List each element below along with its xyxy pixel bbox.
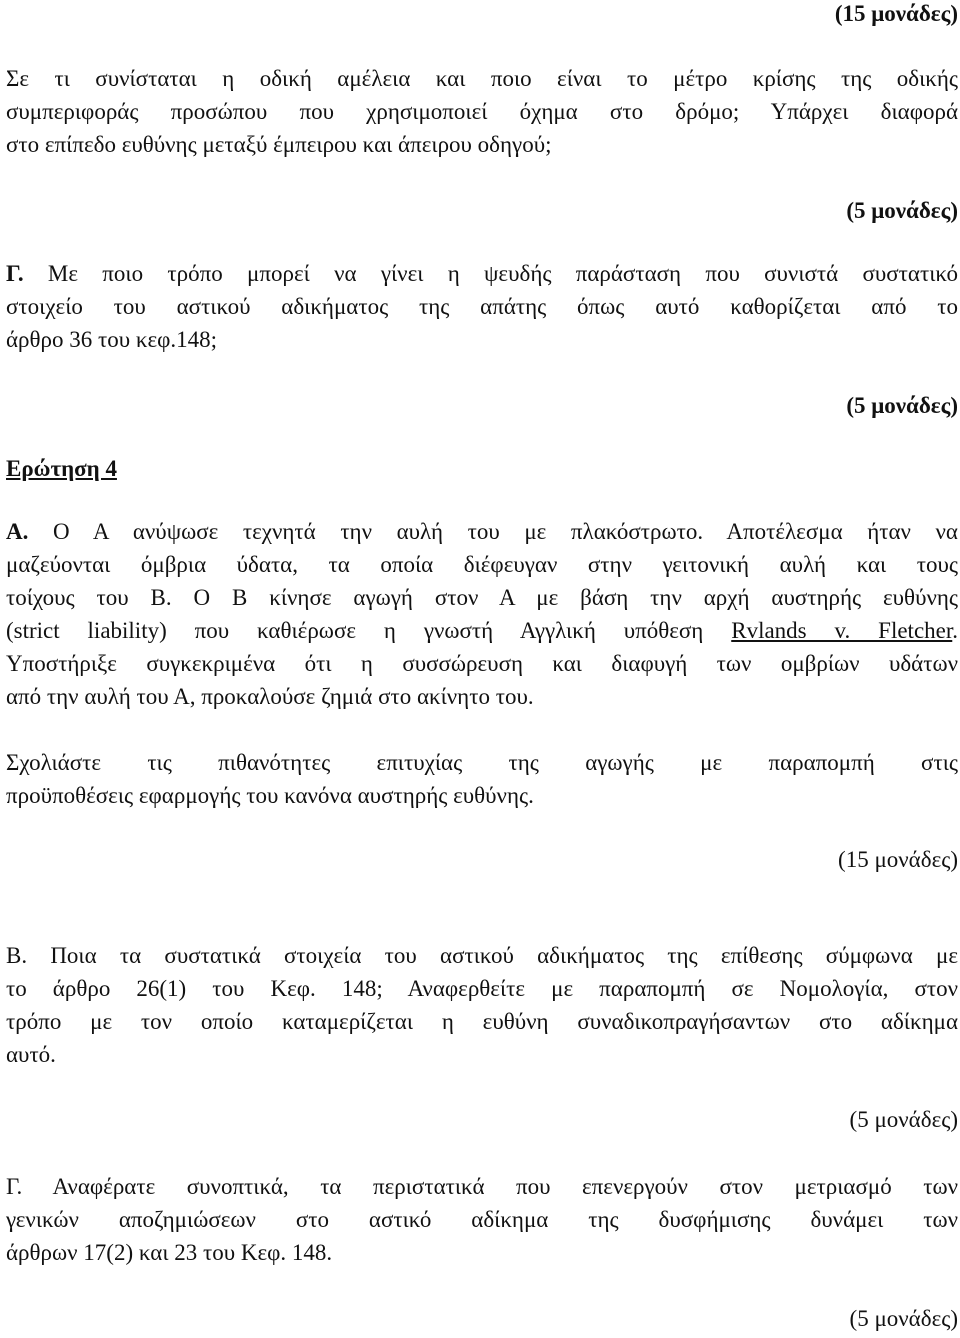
question-text-line: Β. Ποια τα συστατικά στοιχεία του αστικού αδικήματος της επίθεσης σύμφωνα με: [6, 943, 958, 968]
marks-label: (5 μονάδες): [849, 1107, 958, 1132]
question-text: Ο Α ανύψωσε τεχνητά την αυλή του με πλακόστρωτο. Αποτέλεσμα ήταν να: [28, 519, 958, 544]
question-text-line: Σε τι συνίσταται η οδική αμέλεια και ποιο είναι το μέτρο κρίσης της οδικής: [6, 66, 958, 91]
question-text-line: Υποστήριξε συγκεκριμένα ότι η συσσώρευση και διαφυγή των ομβρίων υδάτων: [6, 651, 958, 676]
question-text-line: [6, 257, 958, 291]
question-text-line: στο επίπεδο ευθύνης μεταξύ έμπειρου και άπειρου οδηγού;: [6, 132, 552, 157]
question-text-line: άρθρο 36 του κεφ.148;: [6, 327, 218, 352]
section-heading: Ερώτηση 4: [6, 456, 117, 481]
question-text: .: [952, 618, 959, 643]
marks-label: (5 μονάδες): [846, 393, 958, 418]
question-text-line: προϋποθέσεις εφαρμογής του κανόνα αυστηρής ευθύνης.: [6, 783, 534, 808]
question-label: Γ.: [6, 261, 24, 286]
marks-label: (15 μονάδες): [838, 847, 958, 872]
question-text-line: αυτό.: [6, 1042, 56, 1067]
question-label: Α.: [6, 519, 29, 544]
question-text-line: [6, 515, 958, 549]
question-text-line: τρόπο με τον οποίο καταμερίζεται η ευθύνη συναδικοπραγήσαντων στο αδίκημα: [6, 1009, 958, 1034]
marks-label: (5 μονάδες): [849, 1306, 958, 1331]
question-text-line: Γ. Αναφέρατε συνοπτικά, τα περιστατικά που επενεργούν στον μετριασμό των: [6, 1174, 958, 1199]
question-text-line: το άρθρο 26(1) του Κεφ. 148; Αναφερθείτε με παραπομπή σε Νομολογία, στον: [6, 976, 958, 1001]
question-text-line: άρθρων 17(2) και 23 του Κεφ. 148.: [6, 1240, 333, 1265]
question-text-line: μαζεύονται όμβρια ύδατα, τα οποία διέφευγαν στην γειτονική αυλή και τους: [6, 552, 958, 577]
question-text-line: [6, 614, 958, 648]
question-text-line: συμπεριφοράς προσώπου που χρησιμοποιεί όχημα στο δρόμο; Υπάρχει διαφορά: [6, 99, 958, 124]
question-text-line: Σχολιάστε τις πιθανότητες επιτυχίας της αγωγής με παραπομπή στις: [6, 750, 958, 775]
question-text-line: γενικών αποζημιώσεων στο αστικό αδίκημα της δυσφήμισης δυνάμει των: [6, 1207, 958, 1232]
question-text-line: από την αυλή του Α, προκαλούσε ζημιά στο ακίνητο του.: [6, 684, 534, 709]
exam-page: [6, 0, 958, 1338]
question-text: (strict liability) που καθιέρωσε η γνωστή Αγγλική υπόθεση: [6, 618, 732, 643]
case-citation: Rvlands v. Fletcher: [731, 618, 953, 643]
marks-label: (15 μονάδες): [834, 1, 958, 26]
question-text-line: τοίχους του Β. Ο Β κίνησε αγωγή στον Α με βάση την αρχή αυστηρής ευθύνης: [6, 585, 958, 610]
question-text-line: στοιχείο του αστικού αδικήματος της απάτης όπως αυτό καθορίζεται από το: [6, 294, 958, 319]
question-text: Με ποιο τρόπο μπορεί να γίνει η ψευδής παράσταση που συνιστά συστατικό: [23, 261, 958, 286]
marks-label: (5 μονάδες): [846, 198, 958, 223]
